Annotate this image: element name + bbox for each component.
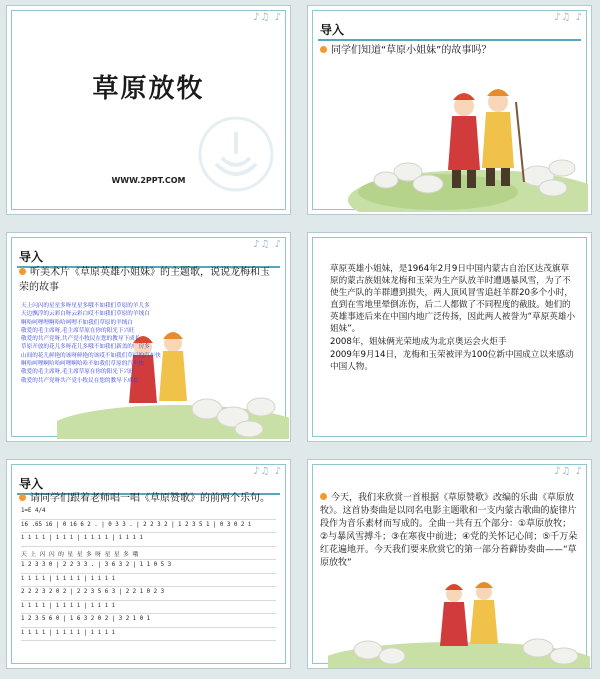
story-text <box>330 263 577 374</box>
score-line: 天 上 闪 闪 的 星 星 多 呀 星 星 多 哦 <box>21 547 276 561</box>
music-notes-icon: ♪♫ ♪ <box>253 239 282 250</box>
lyric-line: 敬爱的共产党呀,共产党小牧民在您的教导下成长 <box>21 336 141 343</box>
slide-2-intro[interactable] <box>307 5 592 215</box>
lyric-line: 敬爱的毛主席呀,毛主席草原在你的阳光下兴旺 <box>21 327 135 334</box>
score-line: 1 2 3 3 0 | 2 2 3 3 . | 3 6 3 2 | 1 1 0 5 3 <box>21 560 276 574</box>
music-notes-icon: ♪♫ ♪ <box>554 466 583 477</box>
instruction-bullet <box>19 265 278 295</box>
slide-heading: 导入 <box>19 477 44 491</box>
lyric-line: 天上闪闪的星星多呀星星多哦不如我们草原的羊儿多 <box>21 303 150 309</box>
lyric-line: 啊哈呵哩啊哈哈呵哩啊哈哈不如我们草原的汽车快 <box>21 361 145 368</box>
grassland-girls-illustration <box>328 580 590 668</box>
score-line: i6 .65 i6 | 0 i6 6 2 . | 0 3 3 . | 2 2 3 2 | 1 2 3 5 1 | 0 3 0 2 i <box>21 520 276 534</box>
slide-heading: 导入 <box>320 23 345 37</box>
slide-heading: 导入 <box>19 250 44 264</box>
music-notes-icon: ♪♫ ♪ <box>554 12 583 23</box>
song-lyrics <box>21 302 189 385</box>
lyric-line: 敬爱的毛主席呀,毛主席草原在你的阳光下兴旺 <box>21 369 135 376</box>
lyric-line: 啊哈呵哩哩啊哈哈呵哩不如我们草原的羊绒白 <box>21 319 133 326</box>
grassland-girls-illustration <box>348 72 588 212</box>
slide-6-appreciation[interactable] <box>307 459 592 669</box>
slide-1-title[interactable] <box>6 5 291 215</box>
music-notes-icon: ♪♫ ♪ <box>253 12 282 23</box>
story-paragraph: 2008年，姐妹俩光荣地成为北京奥运会火炬手 <box>330 337 507 347</box>
appreciation-bullet <box>320 492 579 570</box>
score-line: i i i i | i i i i | i i i i <box>21 628 276 642</box>
website-label: WWW.2PPT.COM <box>111 176 186 185</box>
score-line: i i i i | i i i i | i i i i <box>21 601 276 615</box>
orange-bullet-icon <box>320 46 327 53</box>
lyric-line: 山间的花儿鲜艳的该呀鲜艳的该哎不如我们草原的汽车快 <box>21 352 161 359</box>
story-paragraph: 草原英雄小姐妹，是1964年2月9日中国内蒙古自治区达茂旗草原的蒙古族姐妹龙梅和玉荣为生产队放羊时遭遇暴风雪，为了不使生产队的羊群遭到损失，两人顶风冒雪追赶羊群20多个小时，直到在雪地里晕倒冻伤，后二人都做了不同程度的截肢。她们的英雄事迹后来在中国内地广泛传扬，因此两人被誉为“草原英雄小姐妹”。 <box>330 264 576 334</box>
score-line: 1=E 4/4 <box>21 506 276 520</box>
instruction-text: 听美术片《草原英雄小姐妹》的主题歌，说说龙梅和玉荣的故事 <box>19 267 270 293</box>
story-paragraph: 2009年9月14日，龙梅和玉荣被评为100位新中国成立以来感动中国人物。 <box>330 350 574 372</box>
question-text: 同学们知道“草原小姐妹”的故事吗？ <box>331 45 492 56</box>
appreciation-text: 今天，我们来欣赏一首根据《草原赞歌》改编的乐曲《草原放牧》。这首协奏曲是以同名电影主题歌和一支内蒙古歌曲的旋律片段作为音乐素材而写成的。全曲一共有五个部分：①草原放牧；②与暴风雪搏斗；③在寒夜中前进；④党的关怀记心间；⑤千万朵红花遍地开。今天我们要来欣赏它的第一部分苔藓协奏曲——“草原放牧” <box>320 493 578 568</box>
orange-bullet-icon <box>320 493 327 500</box>
instruction-bullet <box>19 491 278 506</box>
lesson-title: 草原放牧 <box>92 74 205 104</box>
question-bullet <box>320 43 579 58</box>
instruction-text: 请同学们跟着老师唱一唱《草原赞歌》的前两个乐句。 <box>30 493 270 504</box>
lyric-line: 天边飘浮的云彩白呀云彩白哎不如我们草原的羊绒白 <box>21 311 150 318</box>
slide-5-sing-along[interactable] <box>6 459 291 669</box>
score-line: i i i i | i i i i | i i i i <box>21 574 276 588</box>
music-notes-icon: ♪♫ ♪ <box>253 466 282 477</box>
lyric-line: 草原开放的花儿多呀花儿多哦不如我们新盖的厂房多 <box>21 344 150 351</box>
slide-4-background-story[interactable] <box>307 232 592 442</box>
heading-divider <box>318 39 581 41</box>
lyric-line: 敬爱的共产党呀共产党小牧民在您的教导下成长 <box>21 377 139 384</box>
orange-bullet-icon <box>19 268 26 275</box>
slide-3-song-story[interactable] <box>6 232 291 442</box>
music-score <box>21 506 276 658</box>
score-line: i i i i | i i i | i i i i | i i i i <box>21 533 276 547</box>
score-line: 2 2 2 3 2 0 2 | 2 2 3 5 6 3 | 2 2 1 0 2 3 <box>21 587 276 601</box>
score-line: 1 2 3 5 6 0 | 1 6 3 2 0 2 | 3 2 1 0 1 <box>21 614 276 628</box>
orange-bullet-icon <box>19 494 26 501</box>
